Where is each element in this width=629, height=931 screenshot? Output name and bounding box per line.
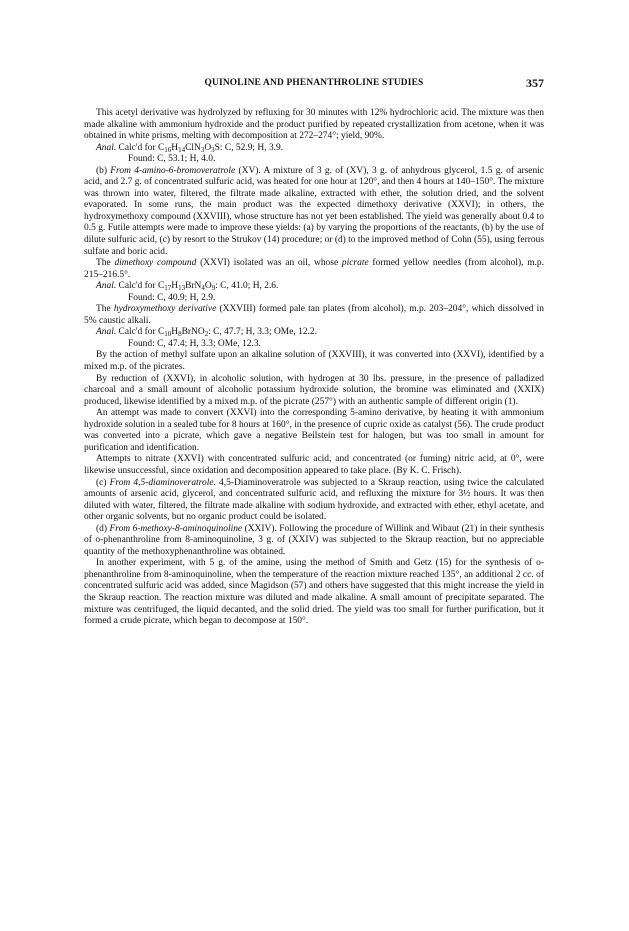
text-run: The [96, 304, 114, 315]
text-run: This acetyl derivative was hydrolyzed by refluxing for 30 minutes with 12% hydrochloric acid. The mixture was then made alkaline with ammonium hydroxide and the product purified by repeated crystallization from acetone, when it was obtained in white prisms, melting with decomposition at 272–274°; yield, 90%. [84, 108, 544, 142]
subscript: 17 [164, 284, 172, 293]
analysis-found [84, 339, 544, 351]
italic-text: Anal. [96, 142, 117, 153]
text-run: (XXVI) isolated was an oil, whose [196, 258, 342, 269]
analysis-calculated [84, 327, 544, 339]
text-run: : C, 41.0; H, 2.6. [215, 281, 279, 292]
paragraph [84, 350, 544, 373]
text-run: BrN [185, 281, 202, 292]
subscript: 3 [200, 145, 205, 154]
analysis-calculated [84, 281, 544, 293]
text-run: By the action of methyl sulfate upon an alkaline solution of (XXVIII), it was converted into (XXVI), identified by a mixed m.p. of the picrates. [84, 350, 544, 373]
paragraph [84, 374, 544, 409]
text-run: The [96, 258, 115, 269]
text-run: Calc'd for C [116, 142, 165, 153]
italic-text: From 6-methoxy-8-aminoquinoline [109, 523, 243, 534]
subscript: 10 [164, 330, 172, 339]
analysis-calculated [84, 143, 544, 155]
text-run: (XV). A mixture of 3 g. of (XV), 3 g. of anhydrous glycerol, 1.5 g. of arsenic acid, and 2.7 g. of concentrated sulfuric acid, was heated for one hour at 120°, and then 4 hours at 140–150°. The mixture was thrown into water, filtered, the filtrate made alkaline, extracted with ether, the solution dried, and the solvent evaporated. In some runs, the main product was the expected dimethoxy derivative (XXVI); in others, the hydroxymethoxy compound (XXVIII), whose structure has not yet been established. The yield was generally about 0.4 to 0.5 g. Futile attempts were made to improve these yields: (a) by varying the proportions of the reactants, (b) by the use of dilute sulfuric acid, (c) by resort to the Strukov (14) procedure; or (d) to the improved method of Cohn (55), using ferrous sulfate and boric acid. [84, 165, 544, 257]
paragraph [84, 304, 544, 327]
paragraph [84, 166, 544, 258]
text-run: Calc'd for C [116, 327, 165, 338]
text-run: H [171, 281, 179, 292]
subscript: 9 [211, 284, 216, 293]
paragraph [84, 454, 544, 477]
paragraph [84, 524, 544, 559]
text-run: H [171, 142, 179, 153]
text-run: : C, 47.7; H, 3.3; OMe, 12.2. [208, 327, 317, 338]
text-run: O [204, 142, 212, 153]
page-header [84, 78, 544, 94]
paragraph [84, 558, 544, 627]
paragraph [84, 258, 544, 281]
italic-text: From 4,5-diaminoveratrole. [109, 477, 216, 488]
text-run: Calc'd for C [116, 281, 165, 292]
article-body [84, 108, 544, 628]
paragraph [84, 478, 544, 524]
text-run: Attempts to nitrate (XXVI) with concentrated sulfuric acid, and concentrated (or fuming) nitric acid, at 0°, were likewise unsuccessful, since oxidation and decomposition appeared to take place. (By K. C. Frisch). [84, 454, 544, 476]
italic-text: Anal. [96, 281, 117, 292]
subscript: 8 [178, 330, 182, 339]
text-run: (XXVIII) formed pale tan plates (from alcohol), m.p. 203–204°, which dissolved in 5% caustic alkali. [84, 304, 545, 326]
subscript: 4 [201, 284, 205, 293]
text-run: (d) [96, 523, 110, 534]
text-run: Found: C, 40.9; H, 2.9. [128, 292, 216, 303]
text-run: H [171, 327, 179, 338]
text-run: An attempt was made to convert (XXVI) into the corresponding 5-amino derivative, by heating it with ammonium hydroxide solution in a sealed tube for 8 hours at 160°, in the presence of cupric oxide as catalyst (56). The crude product was converted into a picrate, which gave a negative Beilstein test for halogen, but was too small in amount for purification and identification. [84, 408, 544, 453]
text-run: (b) [96, 165, 111, 176]
italic-text: From 4-amino-6-bromoveratrole [110, 165, 236, 176]
subscript: 14 [178, 145, 186, 154]
text-run: In another experiment, with 5 g. of the amine, using the method of Smith and Getz (15) for the synthesis of o-phenanthroline from 8-aminoquinoline, when the temperature of the reaction mixture reached 135°, an additional 2 cc. of concentrated sulfuric acid was added, since Magidson (57) and others have suggested that this might increase the yield in the Skraup reaction. The reaction mixture was diluted and made alkaline. A small amount of precipitate separated. The mixture was centrifuged, the liquid decanted, and the solid dried. The yield was too small for further purification, but it formed a crude picrate, which began to decompose at 150°. [84, 558, 544, 627]
paragraph [84, 408, 544, 454]
text-run: ClN [185, 142, 201, 153]
italic-text: hydroxymethoxy derivative [113, 304, 217, 315]
text-run: formed yellow needles (from alcohol), m.p. 215–216.5°. [84, 258, 544, 280]
italic-text: picrate [341, 258, 369, 269]
paragraph [84, 108, 544, 143]
subscript: 13 [178, 284, 186, 293]
analysis-found [84, 154, 544, 166]
analysis-found [84, 293, 544, 305]
italic-text: dimethoxy compound [114, 258, 197, 269]
text-run: (c) [96, 477, 110, 488]
text-run: By reduction of (XXVI), in alcoholic solution, with hydrogen at 30 lbs. pressure, in the presence of palladized charcoal and a small amount of alcoholic potassium hydroxide solution, the bromine was eliminated and (XXIX) produced, likewise identified by a mixed m.p. of the picrate (257°) with an authentic sample of different origin (1). [84, 373, 544, 407]
running-head: QUINOLINE AND PHENANTHROLINE STUDIES [204, 78, 424, 88]
page-number: 357 [526, 76, 544, 90]
text-run: 4,5-Diaminoveratrole was subjected to a Skraup reaction, using twice the calculated amounts of arsenic acid, glycerol, and concentrated sulfuric acid, and refluxing the mixture for 3½ hours. It was then diluted with water, filtered, the filtrate made alkaline with sodium hydroxide, and extracted with ether, ethyl acetate, and other organic solvents, but no organic product could be isolated. [84, 477, 544, 523]
italic-text: Anal. [96, 327, 117, 338]
text-run: Found: C, 47.4; H, 3.3; OMe, 12.3. [128, 338, 261, 349]
subscript: 2 [204, 330, 209, 339]
text-run: Found: C, 53.1; H, 4.0. [128, 154, 216, 165]
text-run: (XXIV). Following the procedure of Willink and Wibaut (21) in their synthesis of o-phenanthroline from 8-aminoquinoline, 3 g. of (XXIV) was subjected to the Skraup reaction, but no appreciable quantity of the methoxyphenanthroline was obtained. [84, 523, 544, 557]
text-run: BrNO [181, 327, 205, 338]
subscript: 3 [211, 145, 215, 154]
text-run: S: C, 52.9; H, 3.9. [214, 142, 284, 153]
text-run: O [204, 281, 212, 292]
subscript: 16 [164, 145, 172, 154]
